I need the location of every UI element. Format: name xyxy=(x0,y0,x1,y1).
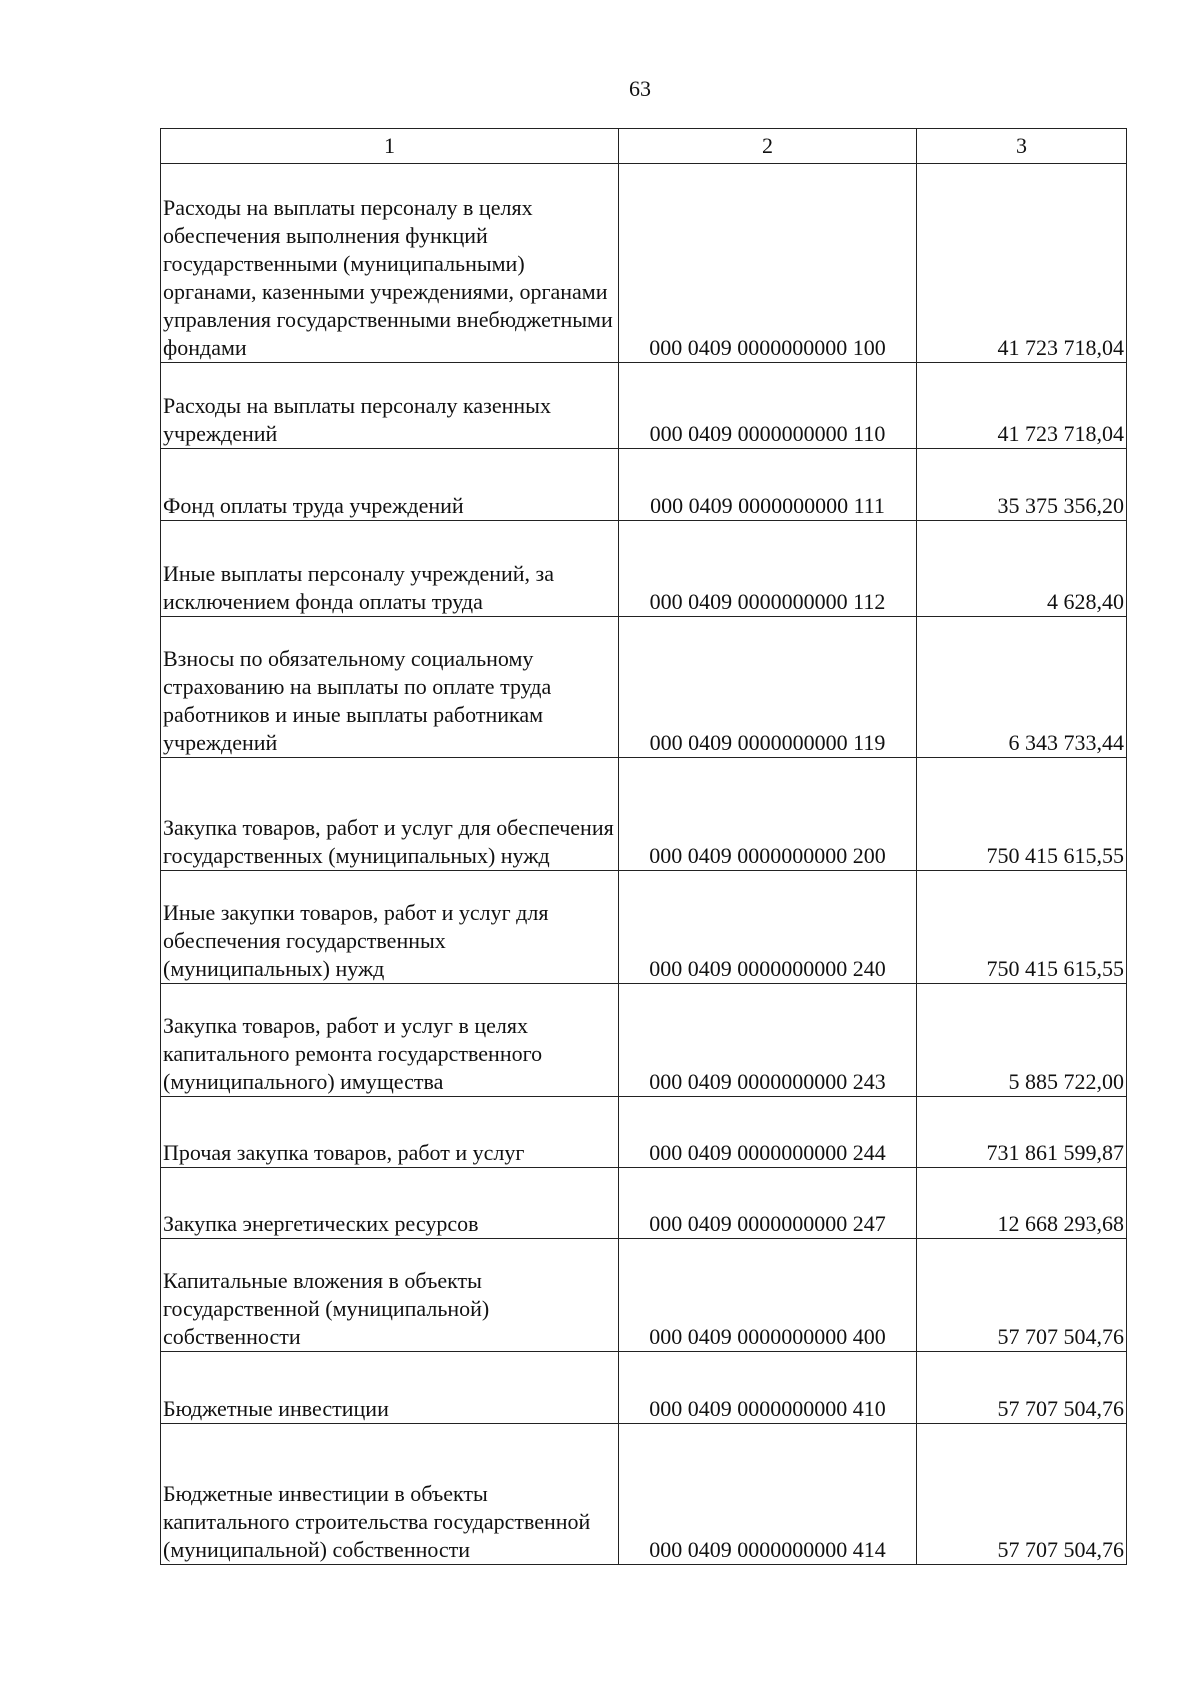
column-header-2: 2 xyxy=(619,129,917,164)
row-description: Бюджетные инвестиции в объекты капитального строительства государственной (муниципальной) собственности xyxy=(161,1424,619,1565)
row-amount: 750 415 615,55 xyxy=(917,871,1127,984)
row-code: 000 0409 0000000000 119 xyxy=(619,617,917,758)
row-description: Взносы по обязательному социальному страхованию на выплаты по оплате труда работников и иные выплаты работникам учреждений xyxy=(161,617,619,758)
row-description: Закупка товаров, работ и услуг в целях капитального ремонта государственного (муниципального) имущества xyxy=(161,984,619,1097)
row-code: 000 0409 0000000000 243 xyxy=(619,984,917,1097)
row-code: 000 0409 0000000000 400 xyxy=(619,1239,917,1352)
row-amount: 12 668 293,68 xyxy=(917,1168,1127,1239)
table-row xyxy=(161,1352,1127,1424)
row-code: 000 0409 0000000000 110 xyxy=(619,363,917,449)
table-row xyxy=(161,758,1127,871)
row-description: Закупка энергетических ресурсов xyxy=(161,1168,619,1239)
row-amount: 4 628,40 xyxy=(917,521,1127,617)
row-code: 000 0409 0000000000 112 xyxy=(619,521,917,617)
row-code: 000 0409 0000000000 100 xyxy=(619,164,917,363)
row-description: Капитальные вложения в объекты государственной (муниципальной) собственности xyxy=(161,1239,619,1352)
row-code: 000 0409 0000000000 111 xyxy=(619,449,917,521)
row-description: Расходы на выплаты персоналу в целях обеспечения выполнения функций государственными (муниципальными) органами, казенными учреждениями, органами управления государственными внебюджетными фондами xyxy=(161,164,619,363)
column-header-3: 3 xyxy=(917,129,1127,164)
table-row xyxy=(161,1097,1127,1168)
row-description: Закупка товаров, работ и услуг для обеспечения государственных (муниципальных) нужд xyxy=(161,758,619,871)
table-header-row xyxy=(161,129,1127,164)
table-row xyxy=(161,164,1127,363)
row-code: 000 0409 0000000000 244 xyxy=(619,1097,917,1168)
row-amount: 57 707 504,76 xyxy=(917,1239,1127,1352)
row-amount: 41 723 718,04 xyxy=(917,164,1127,363)
row-amount: 5 885 722,00 xyxy=(917,984,1127,1097)
column-header-1: 1 xyxy=(161,129,619,164)
row-description: Прочая закупка товаров, работ и услуг xyxy=(161,1097,619,1168)
row-amount: 6 343 733,44 xyxy=(917,617,1127,758)
table-row xyxy=(161,1424,1127,1565)
table-row xyxy=(161,1239,1127,1352)
table-row xyxy=(161,984,1127,1097)
row-description: Расходы на выплаты персоналу казенных учреждений xyxy=(161,363,619,449)
page-number: 63 xyxy=(629,76,651,101)
table-row xyxy=(161,363,1127,449)
row-amount: 35 375 356,20 xyxy=(917,449,1127,521)
row-description: Иные закупки товаров, работ и услуг для обеспечения государственных (муниципальных) нужд xyxy=(161,871,619,984)
row-description: Бюджетные инвестиции xyxy=(161,1352,619,1424)
row-code: 000 0409 0000000000 247 xyxy=(619,1168,917,1239)
row-code: 000 0409 0000000000 414 xyxy=(619,1424,917,1565)
table-row xyxy=(161,617,1127,758)
budget-table xyxy=(160,128,1127,1565)
row-code: 000 0409 0000000000 240 xyxy=(619,871,917,984)
row-amount: 57 707 504,76 xyxy=(917,1424,1127,1565)
row-description: Иные выплаты персоналу учреждений, за исключением фонда оплаты труда xyxy=(161,521,619,617)
table-row xyxy=(161,521,1127,617)
table-row xyxy=(161,1168,1127,1239)
row-amount: 41 723 718,04 xyxy=(917,363,1127,449)
row-amount: 57 707 504,76 xyxy=(917,1352,1127,1424)
row-description: Фонд оплаты труда учреждений xyxy=(161,449,619,521)
row-code: 000 0409 0000000000 200 xyxy=(619,758,917,871)
table-row xyxy=(161,449,1127,521)
table-row xyxy=(161,871,1127,984)
row-code: 000 0409 0000000000 410 xyxy=(619,1352,917,1424)
row-amount: 731 861 599,87 xyxy=(917,1097,1127,1168)
row-amount: 750 415 615,55 xyxy=(917,758,1127,871)
